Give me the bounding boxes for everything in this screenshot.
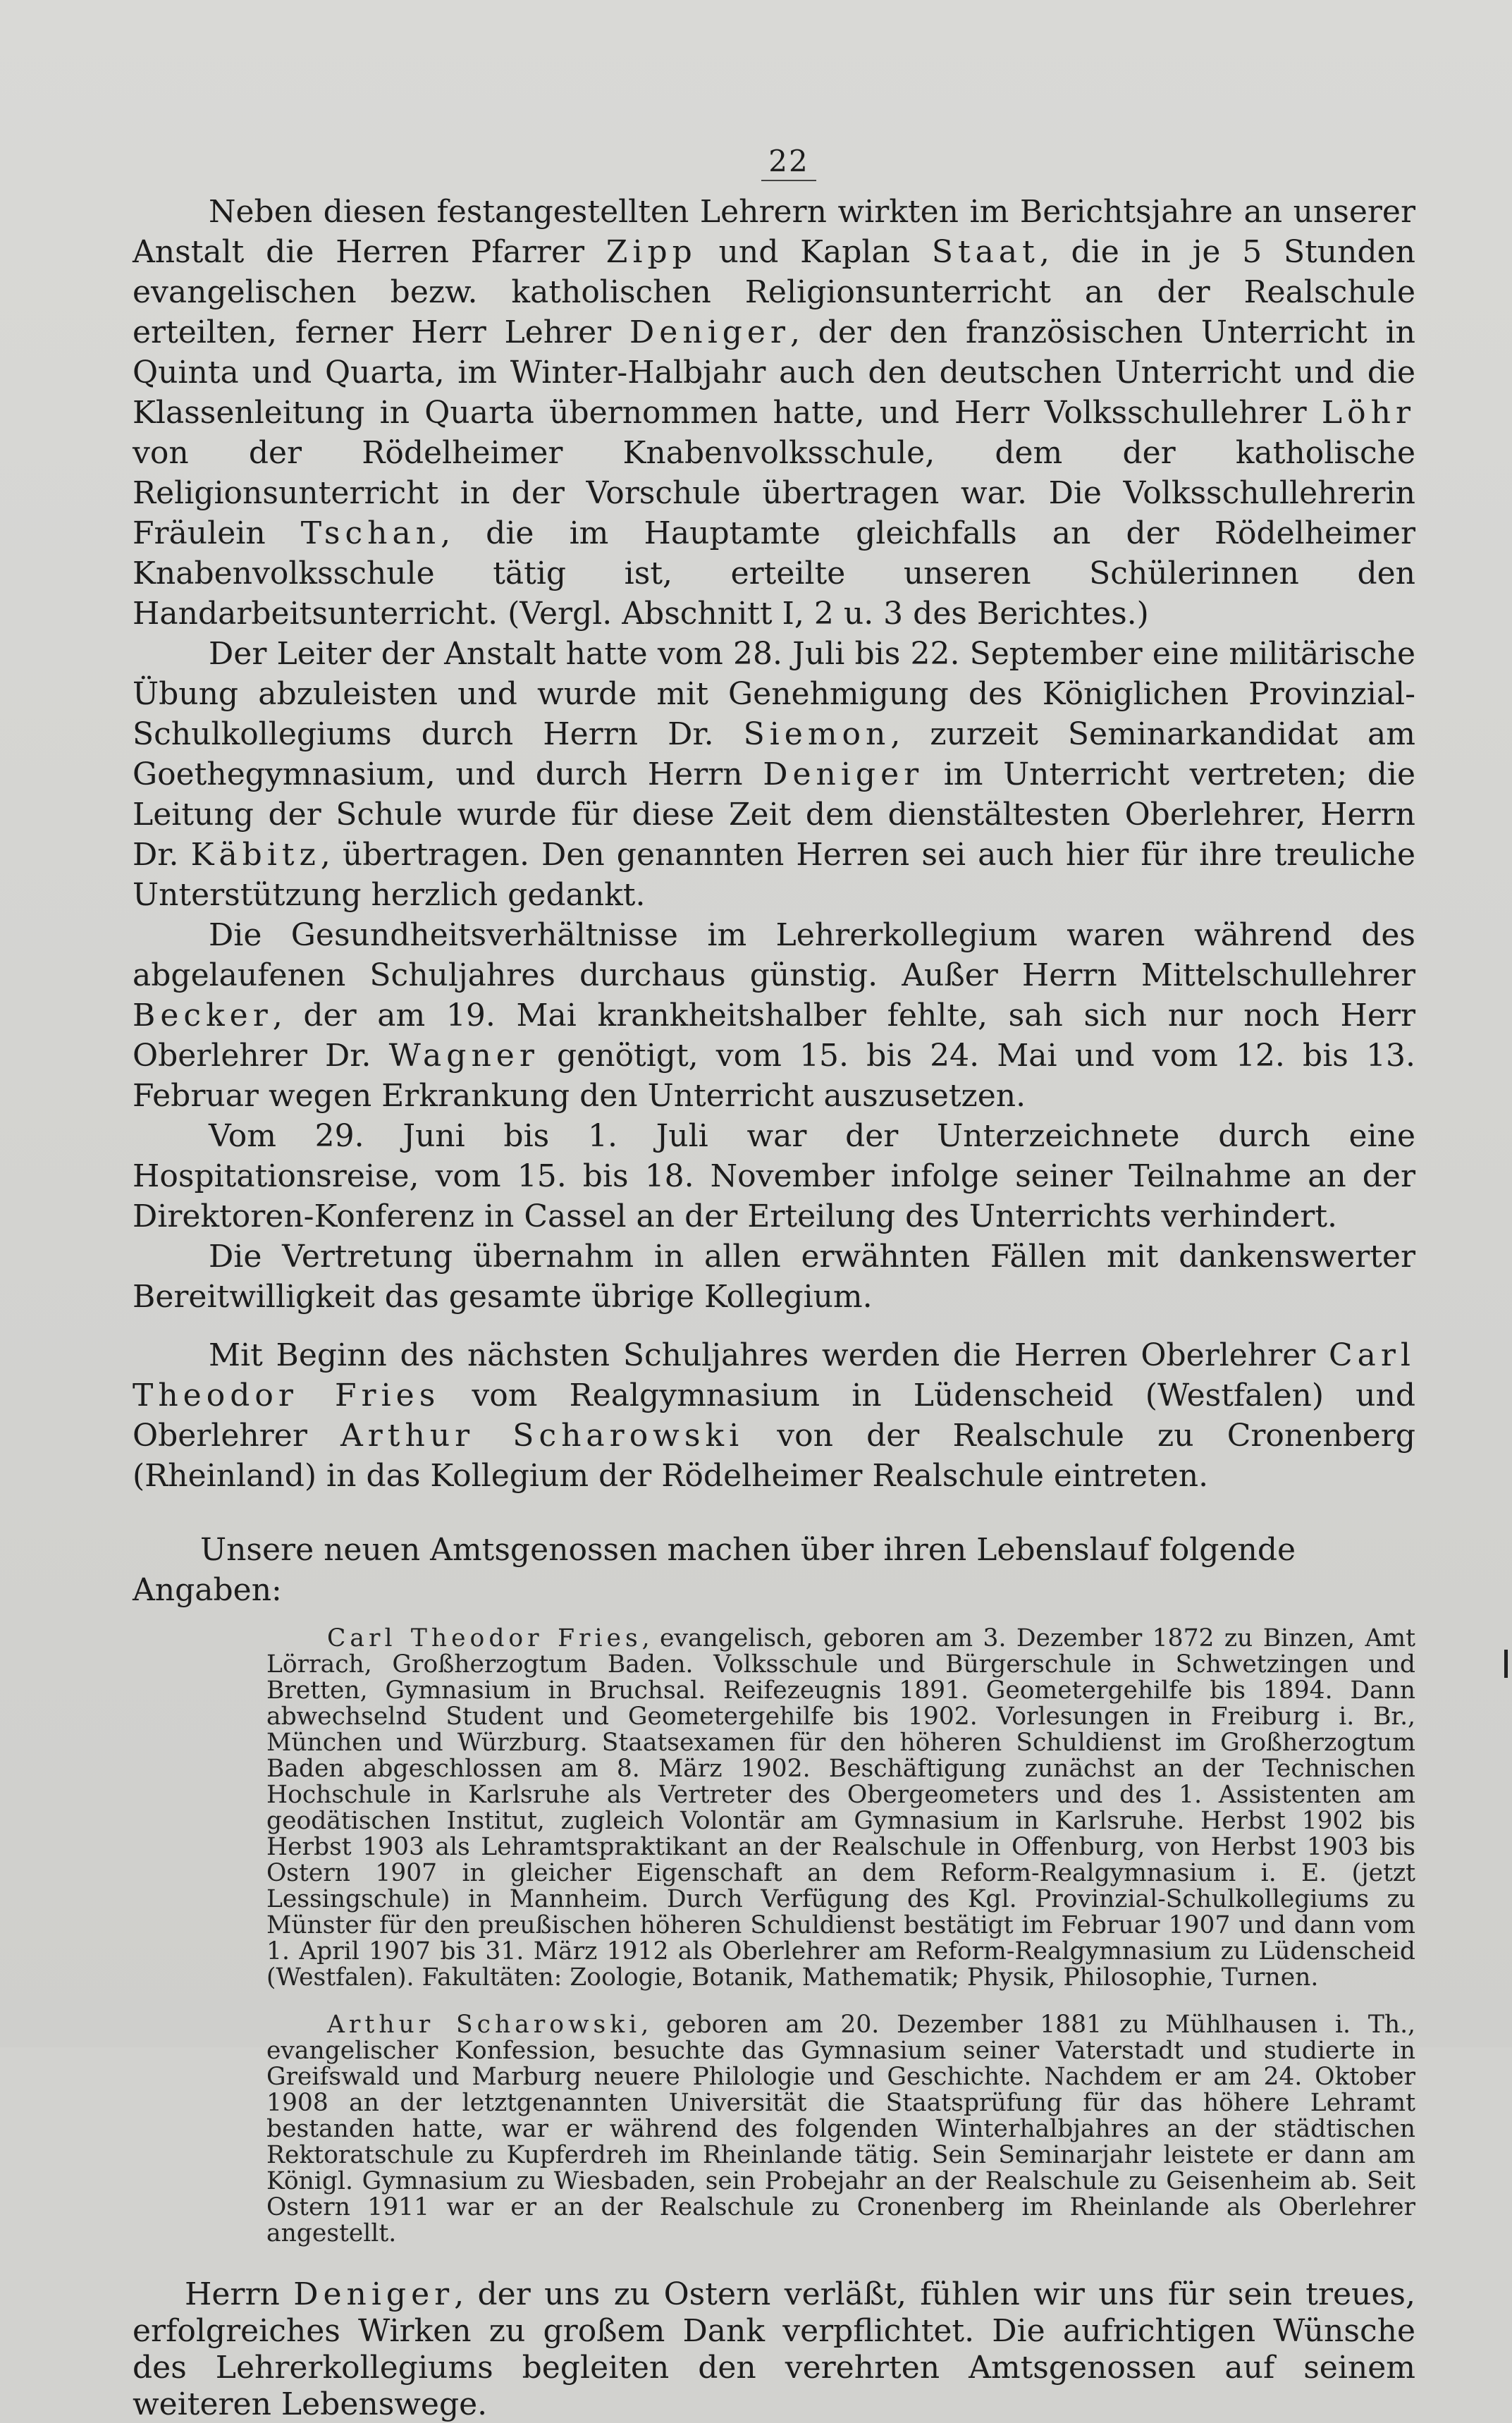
- text: von der Rödelheimer Knabenvolksschule, dem der katholische Religionsunterricht in der Vorschule übertragen war. Die Volksschullehrerin Fräulein: [133, 435, 1415, 551]
- text: und Kaplan: [696, 234, 932, 270]
- name-fries: Carl Theodor Fries: [133, 1337, 1415, 1413]
- text: im Unterricht vertreten; die Leitung der Schule wurde für diese Zeit dem dienstältesten Oberlehrer, Herrn Dr.: [133, 756, 1415, 873]
- text: , übertragen. Den genannten Herren sei auch hier für ihre treuliche Unterstützung herzlich gedankt.: [133, 837, 1416, 913]
- text: , der am 19. Mai krankheitshalber fehlte, sah sich nur noch Herr Oberlehrer Dr.: [133, 998, 1415, 1074]
- name-deniger: Deniger: [629, 314, 790, 350]
- name-scharowski: Arthur Scharowski: [340, 1418, 744, 1454]
- name-becker: Becker: [133, 998, 273, 1033]
- text: Neben diesen festangestellten Lehrern wirkten im Berichtsjahre an unserer Anstalt die Herren Pfarrer: [133, 194, 1415, 270]
- paragraph-hospitation: Vom 29. Juni bis 1. Juli war der Unterzeichnete durch eine Hospitationsreise, vom 15. bis 18. November infolge seiner Teilnahme an der Direktoren-Konferenz in Cassel an der Erteilung des Unterrichts verhindert.: [133, 1118, 1415, 1234]
- paragraph-health: [133, 915, 1415, 1116]
- paragraph-substitution: Die Vertretung übernahm in allen erwähnten Fällen mit dankenswerter Bereitwilligkeit das gesamte übrige Kollegium.: [133, 1239, 1415, 1315]
- text: , zurzeit Seminarkandidat am Goethegymnasium, und durch Herrn: [133, 716, 1415, 792]
- paragraph-military-exercise: [133, 634, 1415, 915]
- text: Mit Beginn des nächsten Schuljahres werden die Herren Oberlehrer: [209, 1337, 1329, 1373]
- cv-name-scharowski: Arthur Scharowski: [327, 2011, 641, 2039]
- text: Herrn: [185, 2276, 294, 2312]
- name-siemon: Siemon: [743, 716, 891, 752]
- paragraph-intro-cv: Unsere neuen Amtsgenossen machen über ihren Lebenslauf folgende Angaben:: [133, 1532, 1296, 1608]
- text: Der Leiter der Anstalt hatte vom 28. Juli bis 22. September eine militärische Übung abzuleisten und wurde mit Genehmigung des Königlichen Provinzial-Schulkollegiums durch Herrn Dr.: [133, 636, 1415, 752]
- text: genötigt, vom 15. bis 24. Mai und vom 12. bis 13. Februar wegen Erkrankung den Unterricht auszusetzen.: [133, 1038, 1415, 1114]
- name-deniger: Deniger: [763, 756, 924, 792]
- cv-name-fries: Carl Theodor Fries: [327, 1624, 642, 1652]
- name-kaebitz: Käbitz: [190, 837, 321, 873]
- name-wagner: Wagner: [388, 1038, 539, 1074]
- text: , der uns zu Ostern verläßt, fühlen wir uns für sein treues, erfolgreiches Wirken zu großem Dank verpflichtet. Die aufrichtigen Wünsche des Lehrerkollegiums begleiten den verehrten Amtsgenossen auf seinem weiteren Lebenswege.: [133, 2276, 1415, 2422]
- text: Die Gesundheitsverhältnisse im Lehrerkollegium waren während des abgelaufenen Schuljahres durchaus günstig. Außer Herrn Mittelschullehrer: [133, 917, 1415, 993]
- name-zipp: Zipp: [606, 234, 697, 270]
- page-number: 22: [761, 144, 816, 181]
- scan-edge-mark: [1504, 1650, 1508, 1678]
- page-body: [133, 192, 1415, 2423]
- name-tschan: Tschan: [300, 515, 441, 551]
- name-deniger: Deniger: [293, 2276, 455, 2312]
- text: , die im Hauptamte gleichfalls an der Rödelheimer Knabenvolksschule tätig ist, erteilte unseren Schülerinnen den Handarbeitsunterricht. (Vergl. Abschnitt I, 2 u. 3 des Berichtes.): [133, 515, 1415, 632]
- paragraph-staff: [133, 192, 1415, 634]
- name-staat: Staat: [931, 234, 1040, 270]
- paragraph-new-teachers: [133, 1335, 1415, 1496]
- cv-text: , geboren am 20. Dezember 1881 zu Mühlhausen i. Th., evangelischer Konfession, besuchte das Gymnasium seiner Vaterstadt und studierte in Greifswald und Marburg neuere Philologie und Geschichte. Nachdem er am 24. Oktober 1908 an der letztgenannten Universität die Staatsprüfung für das höhere Lehramt bestanden hatte, war er während des folgenden Winterhalbjahres an der städtischen Rektoratschule zu Kupferdreh im Rheinlande tätig. Sein Seminarjahr leistete er dann am Königl. Gymnasium zu Wiesbaden, sein Probejahr an der Realschule zu Geisenheim ab. Seit Ostern 1911 war er an der Realschule zu Cronenberg im Rheinlande als Oberlehrer angestellt.: [266, 2011, 1415, 2247]
- cv-fries: [133, 1626, 1415, 1991]
- cv-text: , evangelisch, geboren am 3. Dezember 1872 zu Binzen, Amt Lörrach, Großherzogtum Baden. Volksschule und Bürgerschule in Schwetzingen und Bretten, Gymnasium in Bruchsal. Reifezeugnis 1891. Geometergehilfe bis 1894. Dann abwechselnd Student und Geometergehilfe bis 1902. Vorlesungen in Freiburg i. Br., München und Würzburg. Staatsexamen für den höheren Schuldienst im Großherzogtum Baden abgeschlossen am 8. März 1902. Beschäftigung zunächst an der Technischen Hochschule in Karlsruhe als Vertreter des Obergeometers und des 1. Assistenten am geodätischen Institut, zugleich Volontär am Gymnasium in Karlsruhe. Herbst 1902 bis Herbst 1903 als Lehramtspraktikant an der Realschule in Offenburg, von Herbst 1903 bis Ostern 1907 in gleicher Eigenschaft an dem Reform-Realgymnasium i. E. (jetzt Lessingschule) in Mannheim. Durch Verfügung des Kgl. Provinzial-Schulkollegiums zu Münster für den preußischen höheren Schuldienst bestätigt im Februar 1907 und dann vom 1. April 1907 bis 31. März 1912 als Oberlehrer am Reform-Realgymnasium zu Lüdenscheid (Westfalen). Fakultäten: Zoologie, Botanik, Mathematik; Physik, Philosophie, Turnen.: [266, 1624, 1415, 1992]
- paragraph-farewell: [133, 2276, 1415, 2423]
- text: , die in je 5 Stunden evangelischen bezw. katholischen Religionsunterricht an der Realschule erteilten, ferner Herr Lehrer: [133, 234, 1416, 350]
- text: , der den französischen Unterricht in Quinta und Quarta, im Winter-Halbjahr auch den deutschen Unterricht und die Klassenleitung in Quarta übernommen hatte, und Herr Volksschullehrer: [133, 314, 1416, 431]
- name-loehr: Löhr: [1321, 395, 1415, 431]
- text: von der Realschule zu Cronenberg (Rheinland) in das Kollegium der Rödelheimer Realschule eintreten.: [133, 1418, 1415, 1494]
- text: vom Realgymnasium in Lüdenscheid (Westfalen) und Oberlehrer: [133, 1378, 1415, 1454]
